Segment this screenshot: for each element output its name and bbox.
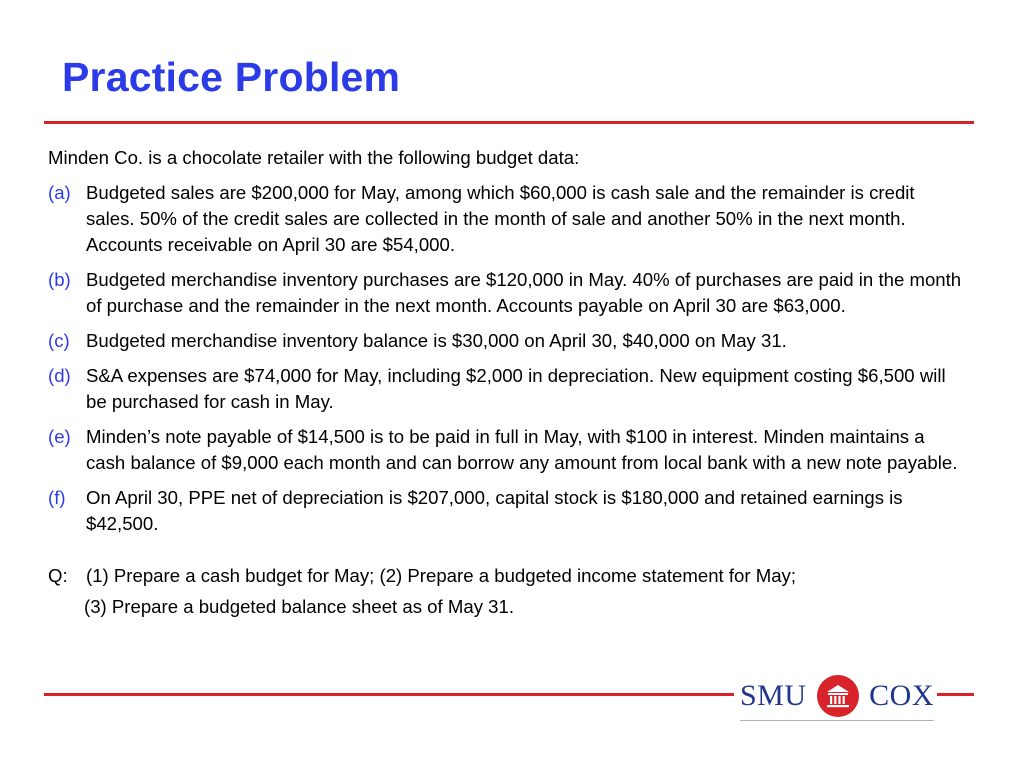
bottom-divider — [44, 693, 734, 696]
item-marker: (e) — [48, 426, 71, 447]
list-item-c — [48, 328, 978, 354]
list-item-a — [48, 180, 978, 258]
logo-smu-text: SMU — [740, 679, 807, 712]
list-item-b — [48, 267, 978, 319]
top-divider — [44, 121, 974, 124]
question-line-1: (1) Prepare a cash budget for May; (2) Prepare a budgeted income statement for May; — [86, 565, 797, 586]
item-text: Minden’s note payable of $14,500 is to be paid in full in May, with $100 in interest. Minden maintains a cash balance of $9,000 each month and can borrow any amount from local bank with a new note payable. — [86, 426, 958, 473]
smu-seal-icon — [817, 675, 859, 717]
item-marker: (d) — [48, 365, 71, 386]
smu-cox-logo — [740, 672, 934, 721]
slide-title: Practice Problem — [62, 54, 401, 100]
item-text: On April 30, PPE net of depreciation is $207,000, capital stock is $180,000 and retained earnings is $42,500. — [86, 487, 903, 534]
question-label: Q: — [48, 565, 68, 586]
item-text: Budgeted merchandise inventory purchases are $120,000 in May. 40% of purchases are paid in the month of purchase and the remainder in the next month. Accounts payable on April 30 are $63,000. — [86, 269, 962, 316]
item-text: S&A expenses are $74,000 for May, including $2,000 in depreciation. New equipment costing $6,500 will be purchased for cash in May. — [86, 365, 946, 412]
intro-text: Minden Co. is a chocolate retailer with the following budget data: — [48, 147, 580, 168]
question-line-2: (3) Prepare a budgeted balance sheet as of May 31. — [84, 596, 514, 617]
list-item-d — [48, 363, 978, 415]
item-marker: (a) — [48, 182, 71, 203]
item-marker: (f) — [48, 487, 66, 508]
item-text: Budgeted merchandise inventory balance is $30,000 on April 30, $40,000 on May 31. — [86, 330, 787, 351]
question-block — [48, 563, 978, 589]
list-item-e — [48, 424, 978, 476]
item-marker: (b) — [48, 269, 71, 290]
logo-cox-text: COX — [869, 679, 934, 712]
item-text: Budgeted sales are $200,000 for May, among which $60,000 is cash sale and the remainder is credit sales. 50% of the credit sales are collected in the month of sale and another 50% in the next month. Accounts receivable on April 30 are $54,000. — [86, 182, 915, 255]
bottom-divider-right — [937, 693, 974, 696]
list-item-f — [48, 485, 978, 537]
item-marker: (c) — [48, 330, 70, 351]
slide-body — [48, 145, 978, 620]
